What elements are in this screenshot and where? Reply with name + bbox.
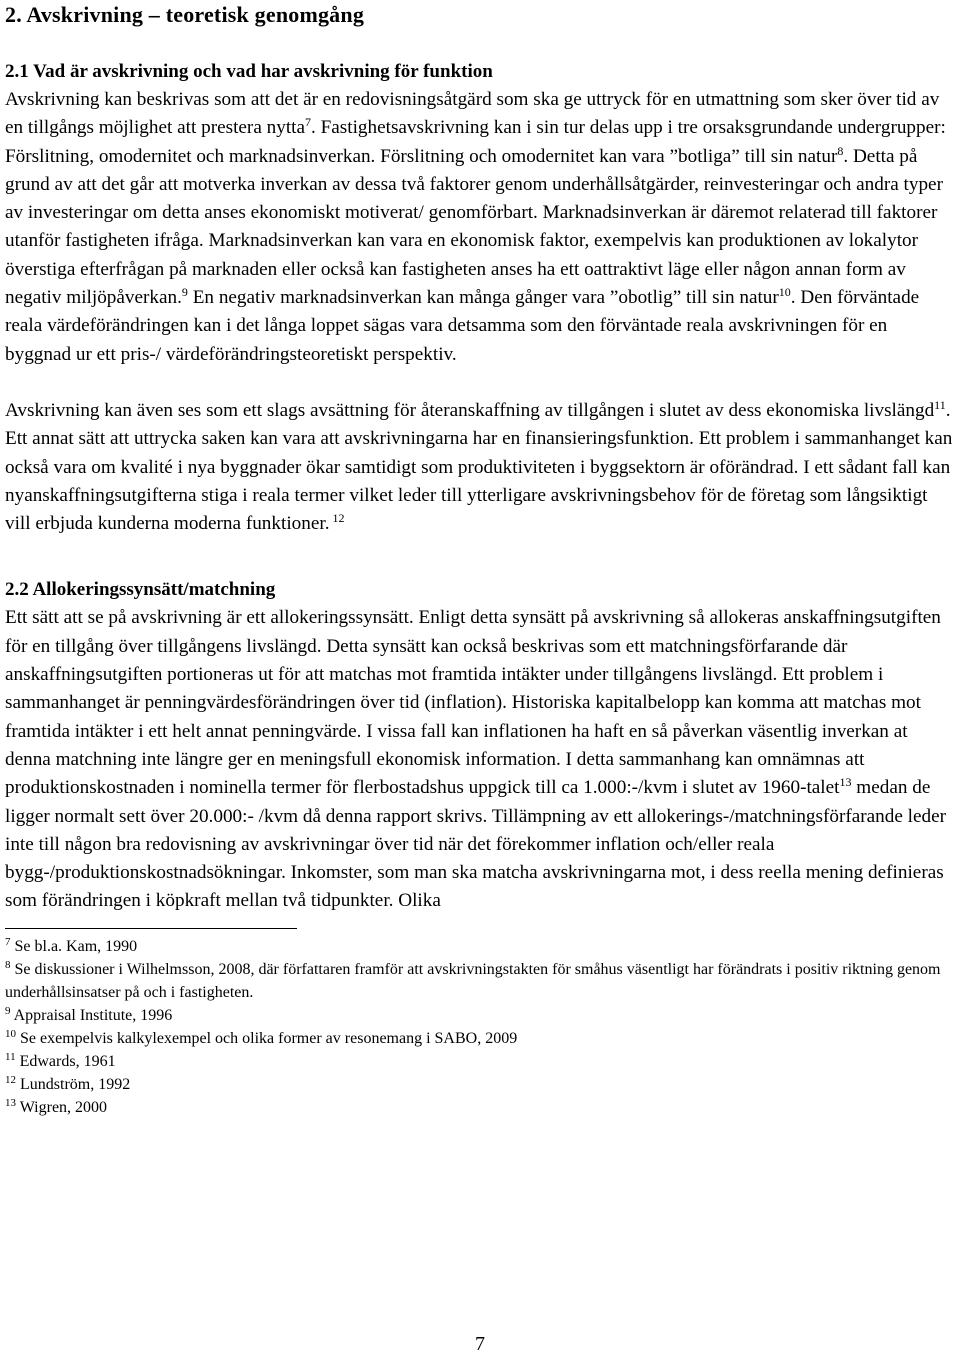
spacer: [5, 538, 955, 568]
section-heading: 2.1 Vad är avskrivning och vad har avskrivning för funktion: [5, 61, 493, 82]
footnote-text: Se diskussioner i Wilhelmsson, 2008, där författaren framför att avskrivningstakten för småhus väsentligt har förändrats i positiv riktning genom underhållsinsatser på och i fastigheten.: [5, 960, 941, 1001]
footnote-reference: 9: [181, 285, 188, 300]
footnote-reference: 7: [305, 115, 311, 130]
footnote-list: [5, 935, 955, 1119]
footnote-number: 8: [5, 958, 11, 971]
footnote-number: 10: [5, 1027, 16, 1040]
footnote-reference: 11: [934, 397, 946, 412]
text-run: Ett sätt att se på avskrivning är ett allokeringssynsätt. Enligt detta synsätt på avskrivning så allokeras anskaffningsutgiften för en tillgång över tillgångens livslängd. Detta synsätt kan också beskrivas som ett matchningsförfarande där anskaffningsutgiften portioneras ut för att matchas mot framtida intäkter under tillgångens livslängd. Ett problem i sammanhanget är penningvärdesförändringen över tid (inflation). Historiska kapitalbelopp kan komma att matchas mot framtida intäkter i ett helt annat penningvärde. I vissa fall kan inflationen ha haft en så påverkan väsentlig inverkan at denna matchning inte längre ger en meningsfull ekonomisk information. I detta sammanhang kan omnämnas att produktionskostnaden i nominella termer för flerbostadshus uppgick till ca 1.000:-/kvm i slutet av 1960-talet: [5, 607, 941, 799]
text-run: En negativ marknadsinverkan kan många gånger vara ”obotlig” till sin natur: [187, 287, 779, 309]
footnote-text: Appraisal Institute, 1996: [13, 1006, 173, 1024]
footnote-text: Edwards, 1961: [19, 1052, 116, 1070]
chapter-title: 2. Avskrivning – teoretisk genomgång: [5, 2, 365, 27]
footnote-number: 9: [5, 1004, 11, 1017]
body-paragraph: [5, 86, 955, 369]
footnote: [5, 935, 955, 958]
footnote-reference: 10: [778, 285, 791, 300]
spacer: [5, 916, 955, 928]
footnote-text: Se exempelvis kalkylexempel och olika former av resonemang i SABO, 2009: [20, 1029, 518, 1047]
text-run: Avskrivning kan beskrivas som att det är en redovisningsåtgärd som ska ge uttryck för en utmattning som sker över tid av en tillgångs möjlighet att prestera nytta: [5, 89, 940, 139]
footnote-number: 11: [5, 1050, 16, 1063]
footnote: [5, 1027, 955, 1050]
text-run: . Den förväntade reala värdeförändringen kan i det långa loppet sägas vara detsamma som den förväntade reala avskrivningen för en byggnad ur ett pris-/ värdeförändringsteoretiskt perspektiv.: [5, 287, 920, 365]
footnote-text: Wigren, 2000: [19, 1098, 108, 1116]
footnote-reference: 13: [839, 775, 852, 790]
footnote: [5, 1004, 955, 1027]
text-run: . Ett annat sätt att uttrycka saken kan vara att avskrivningarna har en finansieringsfunktion. Ett problem i sammanhanget kan också vara om kvalité i nya byggnader ökar samtidigt som produktiviteten i byggsektorn är oförändrad. I ett sådant fall kan nyanskaffningsutgifterna stiga i reala termer vilket leder till ytterligare avskrivningsbehov för de företag som långsiktigt vill erbjuda kunderna moderna funktioner.: [5, 399, 953, 535]
footnote-reference: 8: [837, 143, 844, 158]
footnote-text: Se bl.a. Kam, 1990: [14, 937, 138, 955]
body-paragraph: [5, 397, 955, 538]
footnote-number: 12: [5, 1073, 16, 1086]
text-run: . Detta på grund av att det går att motverka inverkan av dessa två faktorer genom underhållsåtgärder, reinvesteringar och andra typer av investeringar om detta anses ekonomiskt motiverat/ genomförbart. Marknadsinverkan är däremot relaterad till faktorer utanför fastigheten ifråga. Marknadsinverkan kan vara en ekonomisk faktor, exempelvis kan produktionen av lokalytor överstiga efterfrågan på marknaden eller också kan fastigheten anses ha ett oattraktivt läge eller någon annan form av negativ miljöpåverkan.: [5, 145, 943, 309]
footnote-number: 7: [5, 935, 11, 948]
footnote: [5, 1050, 955, 1073]
footnote-number: 13: [5, 1096, 16, 1109]
footnote: [5, 1073, 955, 1096]
text-run: Avskrivning kan även ses som ett slags avsättning för återanskaffning av tillgången i slutet av dess ekonomiska livslängd: [5, 399, 935, 421]
spacer: [5, 369, 955, 397]
text-run: . Fastighetsavskrivning kan i sin tur delas upp i tre orsaksgrundande undergrupper: Förslitning, omodernitet och marknadsinverkan. Förslitning och omodernitet kan vara ”botliga” till sin natur: [5, 117, 946, 167]
text-run: medan de ligger normalt sett över 20.000:- /kvm då denna rapport skrivs. Tillämpning av ett allokerings-/matchningsförfarande leder inte till någon bra redovisning av avskrivningar över tid när det förekommer inflation och/eller reala bygg-/produktionskostnadsökningar. Inkomster, som man ska matcha avskrivningarna mot, i dess reella mening definieras som förändringen i köpkraft mellan två tidpunkter. Olika: [5, 777, 947, 912]
footnote-reference: 12: [329, 511, 345, 526]
spacer: [5, 30, 955, 58]
page-number: 7: [475, 1333, 485, 1355]
footnote-text: Lundström, 1992: [20, 1075, 131, 1093]
footnote: [5, 1096, 955, 1119]
body-paragraph: [5, 604, 955, 915]
document-page: [5, 0, 955, 1119]
footnote: [5, 958, 955, 1004]
section-heading: 2.2 Allokeringssynsätt/matchning: [5, 579, 276, 601]
